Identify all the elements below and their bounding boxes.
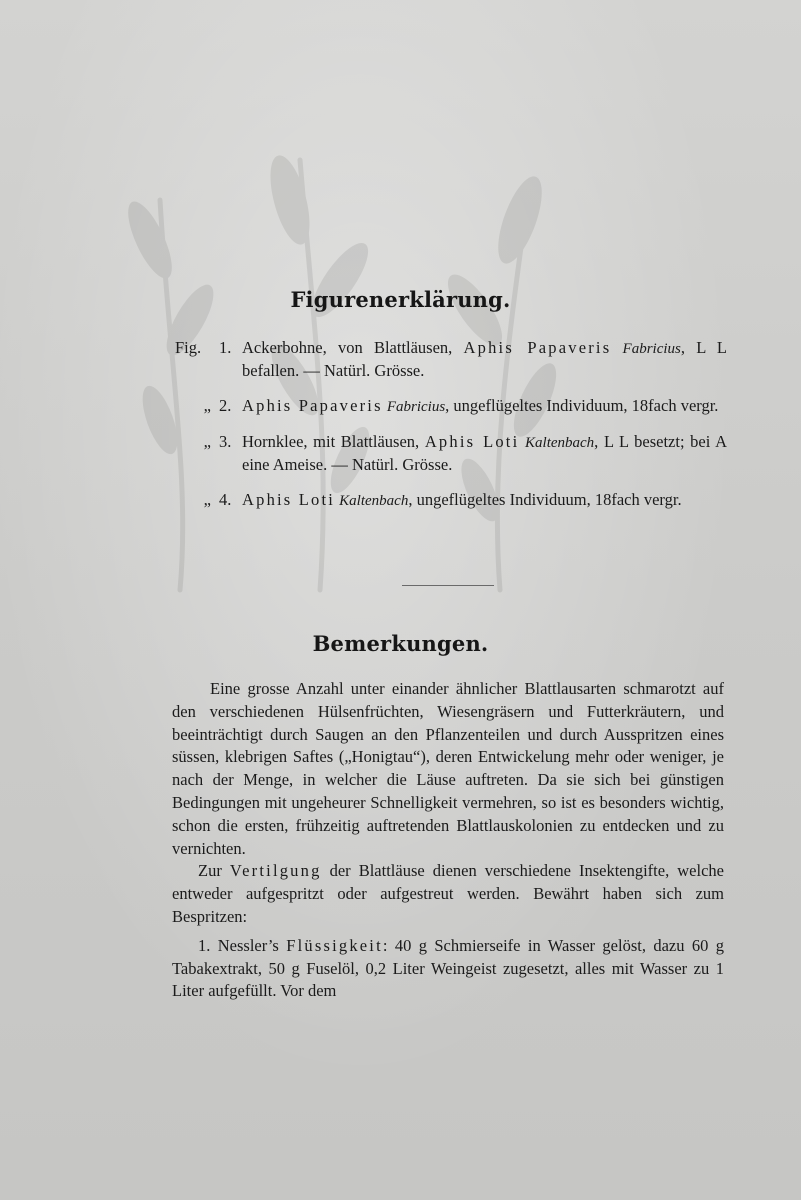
remarks-body xyxy=(172,678,724,1003)
remarks-paragraph: 1. Nessler’s Flüssigkeit: 40 g Schmierseife in Wasser gelöst, dazu 60 g Tabakextrakt, 50 g Fuselöl, 0,2 Liter Weingeist zugesetzt, alles mit Wasser zu 1 Liter aufgefüllt. Vor dem xyxy=(172,935,724,1001)
figure-description: Hornklee, mit Blattläusen, Aphis Loti Kaltenbach, L L besetzt; bei A eine Ameise. — Natürl. Grösse. xyxy=(242,432,727,474)
author-name: Fabricius xyxy=(622,341,681,357)
species-name: Aphis Loti xyxy=(424,432,520,451)
figure-description: Aphis Loti Kaltenbach, ungeflügeltes Individuum, 18fach vergr. xyxy=(242,490,682,509)
figure-description: Aphis Papaveris Fabricius, ungeflügeltes Individuum, 18fach vergr. xyxy=(242,396,719,415)
remarks-title: Bemerkungen. xyxy=(312,631,489,656)
species-name: Aphis Papaveris xyxy=(463,338,612,357)
figure-marker: „ 3. xyxy=(203,432,232,451)
figure-legend-item xyxy=(175,431,727,476)
author-name: Kaltenbach xyxy=(339,493,409,509)
figure-legend-list xyxy=(175,337,727,525)
figure-legend-item xyxy=(175,489,727,512)
species-name: Aphis Papaveris xyxy=(242,396,383,415)
figure-legend-item xyxy=(175,395,727,418)
figure-marker: „ 2. xyxy=(203,396,232,415)
figure-legend-title: Figurenerklärung. xyxy=(290,287,511,312)
species-name: Aphis Loti xyxy=(242,490,336,509)
figure-marker: „ 4. xyxy=(203,490,232,509)
spaced-emphasis: Vertilgung xyxy=(229,861,322,881)
remarks-paragraph: Eine grosse Anzahl unter einander ähnlicher Blattlausarten schmarotzt auf den verschiedenen Hülsenfrüchten, Wiesengräsern und Futterkräutern, und beeinträchtigt durch Saugen an den Pflanzenteilen und durch Ausspritzen eines süssen, klebrigen Saftes („Honigtau“), deren Entwickelung mehr oder weniger, je nach der Menge, in welcher die Läuse auftreten. Da sie sich bei günstigen Bedingungen mit ungeheurer Schnelligkeit vermehren, so ist es besonders wichtig, schon die ersten, frühzeitig auftretenden Blattlauskolonien zu entdecken und zu vernichten. xyxy=(172,679,724,858)
spaced-emphasis: Flüssigkeit xyxy=(286,935,383,955)
author-name: Kaltenbach xyxy=(525,435,595,451)
figure-marker: Fig. 1. xyxy=(175,338,232,357)
figure-legend-item xyxy=(175,337,727,382)
section-divider xyxy=(402,585,494,586)
remarks-paragraph: Zur Vertilgung der Blattläuse dienen verschiedene Insektengifte, welche entweder aufgespritzt oder aufgestreut werden. Bewährt haben sich zum Bespritzen: xyxy=(172,861,724,926)
author-name: Fabricius xyxy=(386,399,446,415)
figure-description: Ackerbohne, von Blattläusen, Aphis Papaveris Fabricius, L L befallen. — Natürl. Grösse. xyxy=(242,338,727,380)
